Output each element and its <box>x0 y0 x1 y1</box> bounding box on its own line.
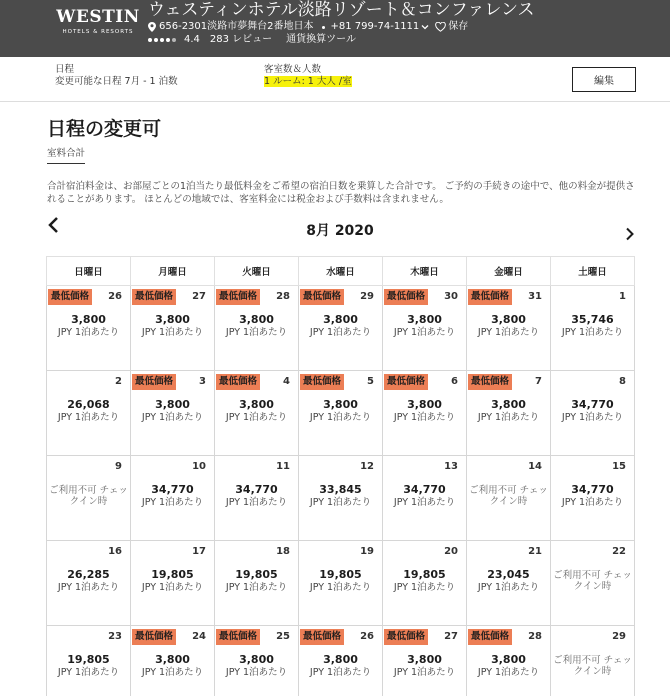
day-number: 18 <box>276 546 290 557</box>
day-number: 17 <box>192 546 206 557</box>
day-number: 6 <box>451 376 458 387</box>
calendar-day-cell[interactable] <box>299 286 383 371</box>
price-unit: JPY 1泊あたり <box>57 327 120 338</box>
price-unit: JPY 1泊あたり <box>477 412 540 423</box>
next-month-chevron-icon[interactable] <box>624 227 636 241</box>
day-price: 3,800 <box>155 653 190 666</box>
price-unit: JPY 1泊あたり <box>225 412 288 423</box>
day-number: 4 <box>283 376 290 387</box>
day-number: 28 <box>528 631 542 642</box>
day-number: 21 <box>528 546 542 557</box>
calendar-day-cell[interactable] <box>215 456 299 541</box>
price-note: 合計宿泊料金は、お部屋ごとの1泊当たり最低料金をご希望の宿泊日数を乗算した合計です。 ご予約の手続きの途中で、他の料金が提供されることがあります。 ほとんどの地域では、客室料金には税金および手数料は含まれません。 <box>47 181 635 205</box>
calendar-day-cell[interactable] <box>47 371 131 456</box>
price-unit: JPY 1泊あたり <box>309 667 372 678</box>
day-number: 20 <box>444 546 458 557</box>
calendar-day-cell[interactable] <box>215 286 299 371</box>
price-unit: JPY 1泊あたり <box>477 327 540 338</box>
calendar-day-cell[interactable] <box>467 286 551 371</box>
stay-dates-label: 日程 <box>55 64 75 75</box>
calendar-day-cell[interactable] <box>299 371 383 456</box>
lowest-price-badge: 最低価格 <box>216 289 260 305</box>
header-bar <box>0 0 670 57</box>
day-number: 14 <box>528 461 542 472</box>
calendar-day-cell[interactable] <box>131 371 215 456</box>
day-price: 3,800 <box>323 313 358 326</box>
lowest-price-badge: 最低価格 <box>216 629 260 645</box>
day-number: 2 <box>115 376 122 387</box>
price-unit: JPY 1泊あたり <box>141 667 204 678</box>
calendar-day-cell[interactable] <box>47 286 131 371</box>
hotel-contact-row <box>148 20 468 34</box>
calendar-day-cell[interactable] <box>47 626 131 696</box>
currency-converter-link[interactable]: 通貨換算ツール <box>286 34 356 45</box>
weekday-header: 土曜日 <box>551 257 635 286</box>
calendar-week-row <box>47 456 635 541</box>
hotel-rating-row <box>148 33 356 47</box>
price-unit: JPY 1泊あたり <box>141 412 204 423</box>
weekday-header: 水曜日 <box>299 257 383 286</box>
calendar-day-cell[interactable] <box>383 626 467 696</box>
stay-rooms <box>264 64 352 88</box>
day-price: 19,805 <box>235 568 278 581</box>
lowest-price-badge: 最低価格 <box>384 289 428 305</box>
calendar-day-cell[interactable] <box>215 541 299 626</box>
day-price: 3,800 <box>491 653 526 666</box>
day-price: 3,800 <box>407 398 442 411</box>
day-number: 26 <box>108 291 122 302</box>
page-title: 日程の変更可 <box>47 118 162 140</box>
lowest-price-badge: 最低価格 <box>216 374 260 390</box>
lowest-price-badge: 最低価格 <box>132 374 176 390</box>
lowest-price-badge: 最低価格 <box>300 374 344 390</box>
day-price: 3,800 <box>155 313 190 326</box>
day-price: 34,770 <box>571 398 614 411</box>
day-number: 23 <box>108 631 122 642</box>
day-number: 16 <box>108 546 122 557</box>
calendar-day-cell <box>47 456 131 541</box>
lowest-price-badge: 最低価格 <box>132 629 176 645</box>
price-unit: JPY 1泊あたり <box>57 667 120 678</box>
stay-rooms-value: 1 ルーム: 1 大人 /室 <box>264 76 352 87</box>
day-price: 34,770 <box>235 483 278 496</box>
calendar-week-row <box>47 626 635 696</box>
calendar-day-cell[interactable] <box>215 626 299 696</box>
day-number: 13 <box>444 461 458 472</box>
day-number: 12 <box>360 461 374 472</box>
stay-summary-bar <box>0 57 670 102</box>
calendar-day-cell[interactable] <box>551 371 635 456</box>
day-price: 26,068 <box>67 398 110 411</box>
day-price: 35,746 <box>571 313 614 326</box>
price-unit: JPY 1泊あたり <box>141 327 204 338</box>
day-price: 19,805 <box>403 568 446 581</box>
price-unit: JPY 1泊あたり <box>141 497 204 508</box>
price-unit: JPY 1泊あたり <box>393 667 456 678</box>
logo-main-text: WESTIN <box>56 7 140 27</box>
day-price: 26,285 <box>67 568 110 581</box>
calendar-day-cell[interactable] <box>299 541 383 626</box>
day-price: 19,805 <box>67 653 110 666</box>
price-unit: JPY 1泊あたり <box>225 667 288 678</box>
calendar-day-cell[interactable] <box>383 286 467 371</box>
calendar-day-cell <box>467 456 551 541</box>
unavailable-label: ご利用不可 チェックイン時 <box>553 570 632 592</box>
tab-room-total[interactable]: 室料合計 <box>47 148 85 164</box>
day-number: 3 <box>199 376 206 387</box>
price-unit: JPY 1泊あたり <box>309 412 372 423</box>
edit-button[interactable]: 編集 <box>572 67 636 92</box>
day-number: 15 <box>612 461 626 472</box>
day-price: 3,800 <box>407 313 442 326</box>
price-unit: JPY 1泊あたり <box>225 327 288 338</box>
chevron-down-icon[interactable] <box>421 23 429 31</box>
calendar-grid <box>46 256 635 696</box>
day-number: 26 <box>360 631 374 642</box>
day-price: 3,800 <box>491 313 526 326</box>
lowest-price-badge: 最低価格 <box>384 374 428 390</box>
lowest-price-badge: 最低価格 <box>468 629 512 645</box>
day-number: 19 <box>360 546 374 557</box>
day-number: 8 <box>619 376 626 387</box>
weekday-header: 金曜日 <box>467 257 551 286</box>
day-price: 19,805 <box>319 568 362 581</box>
weekday-header: 木曜日 <box>383 257 467 286</box>
lowest-price-badge: 最低価格 <box>468 374 512 390</box>
day-price: 3,800 <box>71 313 106 326</box>
day-price: 3,800 <box>239 313 274 326</box>
price-unit: JPY 1泊あたり <box>393 497 456 508</box>
rating-value: 4.4 <box>184 34 200 45</box>
westin-logo[interactable] <box>56 6 140 36</box>
stay-dates-value: 変更可能な日程 7月 - 1 泊数 <box>55 76 178 87</box>
hotel-address[interactable]: 656-2301淡路市夢舞台2番地日本 <box>159 21 314 32</box>
price-unit: JPY 1泊あたり <box>225 497 288 508</box>
lowest-price-badge: 最低価格 <box>300 289 344 305</box>
price-unit: JPY 1泊あたり <box>393 582 456 593</box>
location-pin-icon <box>148 22 156 32</box>
day-price: 3,800 <box>323 653 358 666</box>
day-number: 30 <box>444 291 458 302</box>
rating-dots-icon <box>148 33 178 47</box>
price-unit: JPY 1泊あたり <box>477 667 540 678</box>
price-unit: JPY 1泊あたり <box>309 497 372 508</box>
day-number: 9 <box>115 461 122 472</box>
calendar-day-cell <box>551 626 635 696</box>
calendar-day-cell[interactable] <box>383 456 467 541</box>
price-unit: JPY 1泊あたり <box>561 327 624 338</box>
calendar-day-cell[interactable] <box>131 456 215 541</box>
save-button[interactable]: 保存 <box>448 21 469 32</box>
calendar-week-row <box>47 286 635 371</box>
day-number: 29 <box>360 291 374 302</box>
calendar-day-cell[interactable] <box>299 456 383 541</box>
day-price: 3,800 <box>239 398 274 411</box>
day-number: 25 <box>276 631 290 642</box>
price-unit: JPY 1泊あたり <box>309 327 372 338</box>
calendar-day-cell[interactable] <box>131 626 215 696</box>
month-label: 8月 2020 <box>306 223 374 239</box>
day-number: 5 <box>367 376 374 387</box>
price-unit: JPY 1泊あたり <box>393 327 456 338</box>
calendar-day-cell[interactable] <box>299 626 383 696</box>
weekday-header: 日曜日 <box>47 257 131 286</box>
lowest-price-badge: 最低価格 <box>132 289 176 305</box>
calendar-day-cell[interactable] <box>551 456 635 541</box>
logo-sub-text: HOTELS & RESORTS <box>62 29 134 35</box>
day-price: 23,045 <box>487 568 530 581</box>
day-price: 34,770 <box>571 483 614 496</box>
day-price: 3,800 <box>155 398 190 411</box>
day-number: 24 <box>192 631 206 642</box>
day-price: 3,800 <box>407 653 442 666</box>
heart-icon[interactable] <box>435 22 446 32</box>
price-unit: JPY 1泊あたり <box>309 582 372 593</box>
day-price: 34,770 <box>151 483 194 496</box>
day-number: 28 <box>276 291 290 302</box>
unavailable-label: ご利用不可 チェックイン時 <box>49 485 128 507</box>
reviews-link[interactable]: 283 レビュー <box>209 34 273 45</box>
price-unit: JPY 1泊あたり <box>57 582 120 593</box>
day-price: 3,800 <box>239 653 274 666</box>
day-price: 3,800 <box>491 398 526 411</box>
calendar-day-cell[interactable] <box>551 286 635 371</box>
day-number: 11 <box>276 461 290 472</box>
unavailable-label: ご利用不可 チェックイン時 <box>469 485 548 507</box>
stay-dates <box>55 64 178 88</box>
calendar-day-cell[interactable] <box>467 371 551 456</box>
calendar-week-row <box>47 541 635 626</box>
price-unit: JPY 1泊あたり <box>477 582 540 593</box>
price-unit: JPY 1泊あたり <box>225 582 288 593</box>
calendar-day-cell[interactable] <box>467 541 551 626</box>
lowest-price-badge: 最低価格 <box>48 289 92 305</box>
unavailable-label: ご利用不可 チェックイン時 <box>553 655 632 677</box>
separator-dot <box>322 26 325 29</box>
price-unit: JPY 1泊あたり <box>57 412 120 423</box>
hotel-phone[interactable]: +81 799-74-1111 <box>330 21 420 32</box>
day-number: 31 <box>528 291 542 302</box>
weekday-header: 月曜日 <box>131 257 215 286</box>
day-number: 27 <box>192 291 206 302</box>
price-unit: JPY 1泊あたり <box>561 412 624 423</box>
price-unit: JPY 1泊あたり <box>393 412 456 423</box>
day-number: 1 <box>619 291 626 302</box>
calendar-day-cell[interactable] <box>467 626 551 696</box>
day-price: 33,845 <box>319 483 362 496</box>
day-price: 34,770 <box>403 483 446 496</box>
price-unit: JPY 1泊あたり <box>141 582 204 593</box>
calendar-day-cell[interactable] <box>383 371 467 456</box>
stay-rooms-value-wrap <box>264 76 352 88</box>
calendar-day-cell[interactable] <box>215 371 299 456</box>
calendar-day-cell[interactable] <box>131 541 215 626</box>
day-number: 10 <box>192 461 206 472</box>
lowest-price-badge: 最低価格 <box>468 289 512 305</box>
day-price: 3,800 <box>323 398 358 411</box>
day-number: 7 <box>535 376 542 387</box>
stay-rooms-label: 客室数＆人数 <box>264 64 322 75</box>
day-price: 19,805 <box>151 568 194 581</box>
hotel-name: ウェスティンホテル淡路リゾート＆コンファレンス <box>148 0 535 20</box>
lowest-price-badge: 最低価格 <box>300 629 344 645</box>
calendar-day-cell[interactable] <box>383 541 467 626</box>
weekday-header: 火曜日 <box>215 257 299 286</box>
day-number: 22 <box>612 546 626 557</box>
calendar-day-cell <box>551 541 635 626</box>
price-unit: JPY 1泊あたり <box>561 497 624 508</box>
day-number: 29 <box>612 631 626 642</box>
day-number: 27 <box>444 631 458 642</box>
calendar-week-row <box>47 371 635 456</box>
calendar-day-cell[interactable] <box>47 541 131 626</box>
lowest-price-badge: 最低価格 <box>384 629 428 645</box>
weekday-header-row <box>47 257 635 286</box>
calendar-day-cell[interactable] <box>131 286 215 371</box>
